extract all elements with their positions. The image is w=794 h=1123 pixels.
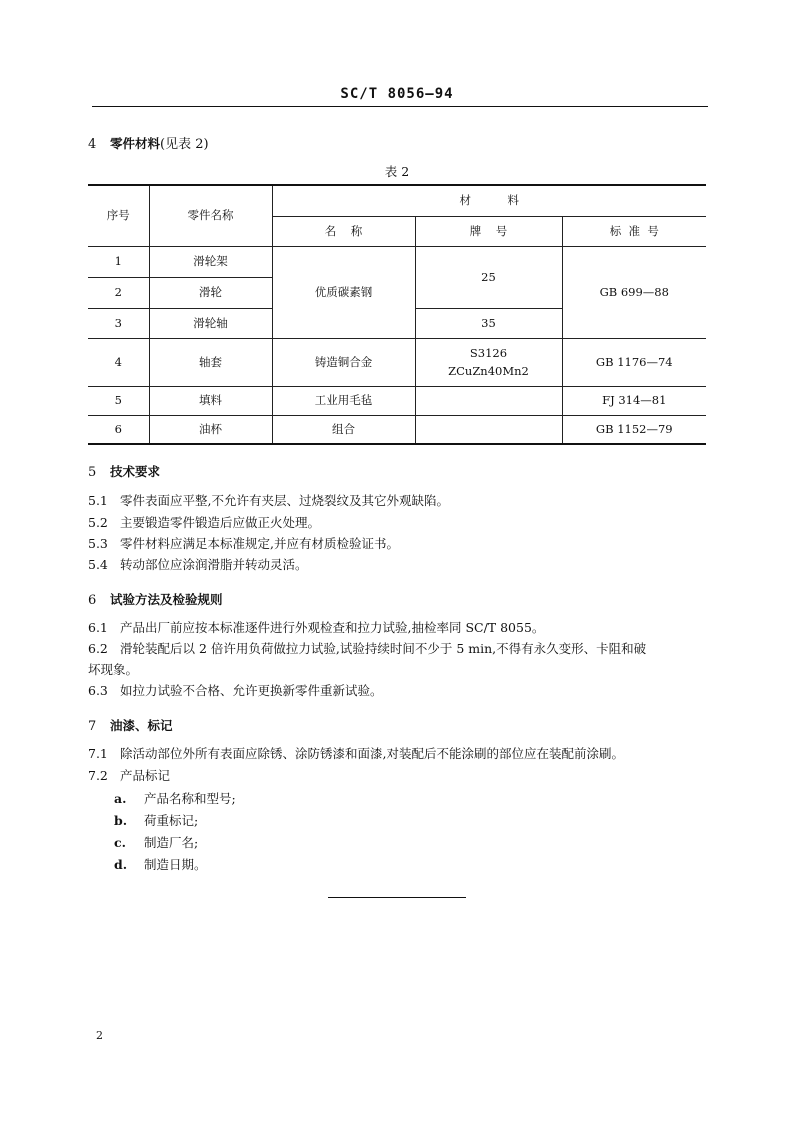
clause-5-1 xyxy=(88,490,710,512)
clause-6-2-continued: 坏现象。 xyxy=(88,662,139,677)
cell-part: 滑轮 xyxy=(149,277,272,308)
list-letter: c. xyxy=(114,835,126,850)
grade-line-2: ZCuZn40Mn2 xyxy=(448,363,529,378)
header-seq: 序号 xyxy=(88,185,149,246)
cell-part: 油杯 xyxy=(149,415,272,444)
cell-seq: 5 xyxy=(88,386,149,415)
clause-number: 5.3 xyxy=(88,536,108,551)
cell-mat-name: 工业用毛毡 xyxy=(272,386,415,415)
section-title: 油漆、标记 xyxy=(110,718,173,733)
header-rule xyxy=(92,106,708,107)
page-number: 2 xyxy=(96,1029,103,1042)
parts-material-table xyxy=(88,184,706,445)
list-item xyxy=(114,833,198,851)
clause-number: 6.3 xyxy=(88,683,108,698)
cell-standard: GB 1152—79 xyxy=(562,415,706,444)
section-note: (见表 2) xyxy=(160,137,209,152)
header-standard: 标 准 号 xyxy=(562,216,706,246)
list-text: 制造厂名; xyxy=(144,835,199,850)
cell-seq: 4 xyxy=(88,338,149,386)
list-text: 制造日期。 xyxy=(144,857,207,872)
clause-text: 产品出厂前应按本标准逐件进行外观检查和拉力试验,抽检率同 SC/T 8055。 xyxy=(120,620,545,635)
clause-number: 7.2 xyxy=(88,768,108,783)
list-letter: a. xyxy=(114,791,127,806)
list-letter: b. xyxy=(114,813,128,828)
cell-part: 滑轮架 xyxy=(149,246,272,277)
section-7-heading xyxy=(88,716,173,734)
section-number: 6 xyxy=(88,593,97,608)
clause-text: 如拉力试验不合格、允许更换新零件重新试验。 xyxy=(120,683,383,698)
header-mat-name: 名 称 xyxy=(272,216,415,246)
section-5-heading xyxy=(88,462,160,480)
section-4-heading xyxy=(88,133,209,152)
clause-text: 主要锻造零件锻造后应做正火处理。 xyxy=(120,515,321,530)
clause-6-3 xyxy=(88,680,710,702)
list-item xyxy=(114,789,236,807)
clause-number: 5.4 xyxy=(88,557,108,572)
clause-text: 零件表面应平整,不允许有夹层、过烧裂纹及其它外观缺陷。 xyxy=(120,493,449,508)
table-caption: 表 2 xyxy=(384,164,410,179)
table-row xyxy=(88,246,706,277)
clause-5-2 xyxy=(88,512,710,534)
cell-part: 滑轮轴 xyxy=(149,308,272,338)
clause-7-1 xyxy=(88,743,710,765)
cell-seq: 1 xyxy=(88,246,149,277)
clause-text: 滑轮装配后以 2 倍许用负荷做拉力试验,试验持续时间不少于 5 min,不得有永久变形、卡阻和破 xyxy=(120,641,647,656)
section-number: 4 xyxy=(88,137,97,152)
clause-6-1 xyxy=(88,617,710,639)
clause-text: 除活动部位外所有表面应除锈、涂防锈漆和面漆,对装配后不能涂刷的部位应在装配前涂刷。 xyxy=(120,746,624,761)
cell-seq: 2 xyxy=(88,277,149,308)
cell-mat-name: 组合 xyxy=(272,415,415,444)
clause-text: 零件材料应满足本标准规定,并应有材质检验证书。 xyxy=(120,536,399,551)
clause-number: 7.1 xyxy=(88,746,108,761)
list-letter: d. xyxy=(114,857,128,872)
cell-grade xyxy=(415,386,562,415)
section-6-heading xyxy=(88,590,223,608)
table-row xyxy=(88,338,706,386)
clause-text: 转动部位应涂润滑脂并转动灵活。 xyxy=(120,557,308,572)
cell-part: 填料 xyxy=(149,386,272,415)
cell-grade xyxy=(415,415,562,444)
cell-standard: FJ 314—81 xyxy=(562,386,706,415)
table-row xyxy=(88,415,706,444)
list-text: 产品名称和型号; xyxy=(144,791,236,806)
cell-standard: GB 699—88 xyxy=(562,246,706,338)
section-title: 零件材料 xyxy=(110,136,161,151)
cell-seq: 3 xyxy=(88,308,149,338)
clause-7-2 xyxy=(88,765,710,787)
clause-number: 6.2 xyxy=(88,641,108,656)
section-number: 5 xyxy=(88,465,97,480)
header-material: 材 料 xyxy=(272,185,706,216)
section-number: 7 xyxy=(88,719,97,734)
cell-mat-name: 铸造铜合金 xyxy=(272,338,415,386)
list-item xyxy=(114,855,207,873)
cell-part: 轴套 xyxy=(149,338,272,386)
end-of-document-rule xyxy=(328,897,466,898)
clause-5-4 xyxy=(88,554,710,576)
cell-seq: 6 xyxy=(88,415,149,444)
clause-6-2 xyxy=(88,638,710,660)
header-part-name: 零件名称 xyxy=(149,185,272,246)
list-item xyxy=(114,811,198,829)
clause-number: 5.1 xyxy=(88,493,108,508)
header-grade: 牌 号 xyxy=(415,216,562,246)
cell-grade xyxy=(415,338,562,386)
section-title: 试验方法及检验规则 xyxy=(110,592,223,607)
list-text: 荷重标记; xyxy=(144,813,199,828)
cell-grade: 35 xyxy=(415,308,562,338)
document-code-header: SC/T 8056—94 xyxy=(340,86,454,102)
clause-5-3 xyxy=(88,533,710,555)
clause-number: 5.2 xyxy=(88,515,108,530)
section-title: 技术要求 xyxy=(110,464,161,479)
clause-number: 6.1 xyxy=(88,620,108,635)
cell-standard: GB 1176—74 xyxy=(562,338,706,386)
clause-text: 产品标记 xyxy=(120,768,171,783)
grade-line-1: S3126 xyxy=(469,345,508,360)
cell-grade: 25 xyxy=(415,246,562,308)
table-row xyxy=(88,386,706,415)
cell-mat-name: 优质碳素钢 xyxy=(272,246,415,338)
